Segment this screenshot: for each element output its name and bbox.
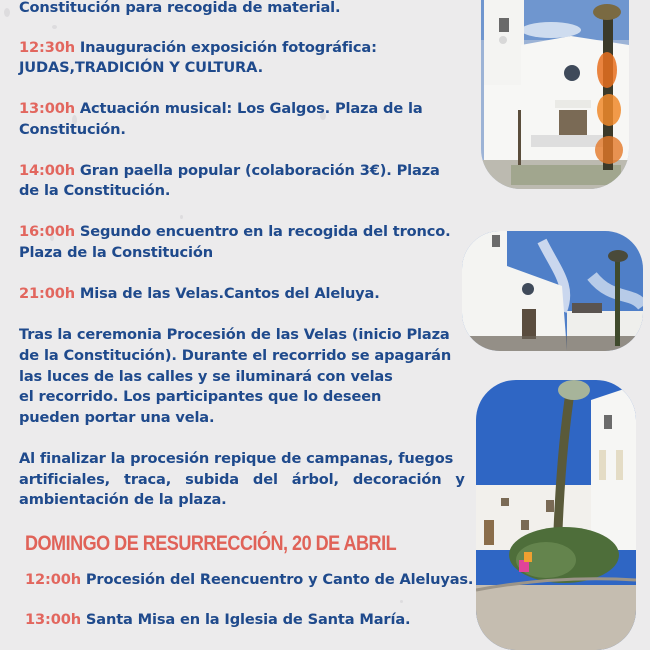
program-line <box>19 0 340 18</box>
procession-paragraph-line: las luces de las calles y se iluminará con velas <box>19 368 393 385</box>
plaza-photo-3 <box>476 380 636 650</box>
church-plaza-image <box>462 231 643 351</box>
event-time: 12:00h <box>25 571 81 588</box>
procession-paragraph-line: el recorrido. Los participantes que lo deseen <box>19 388 382 405</box>
program-line <box>19 120 126 140</box>
event-text: Plaza de la Constitución <box>19 244 213 261</box>
event-text: Gran paella popular (colaboración 3€). Plaza <box>79 162 440 179</box>
program-line <box>19 243 213 263</box>
procession-paragraph-line: de la Constitución). Durante el recorrido se apagarán <box>19 347 452 364</box>
church-burning-palm-image <box>481 0 629 189</box>
speckle <box>180 215 183 219</box>
sunday-heading: DOMINGO DE RESURRECCIÓN, 20 DE ABRIL <box>25 532 397 555</box>
closing-paragraph-line: ambientación de la plaza. <box>19 491 227 508</box>
event-text: Procesión del Reencuentro y Canto de Aleluyas. <box>85 571 474 588</box>
event-time: 16:00h <box>19 223 75 240</box>
program-item-1600 <box>19 222 451 242</box>
program-item-1400 <box>19 161 440 181</box>
closing-paragraph-line: artificiales, traca, subida del árbol, decoración y <box>19 471 465 488</box>
event-text: Inauguración exposición fotográfica: <box>79 39 377 56</box>
program-line <box>19 58 263 78</box>
church-photo-1 <box>481 0 629 189</box>
event-text: de la Constitución. <box>19 182 171 199</box>
plaza-tree-image <box>476 380 636 650</box>
event-text: Misa de las Velas.Cantos del Aleluya. <box>79 285 380 302</box>
event-text: JUDAS,TRADICIÓN Y CULTURA. <box>19 59 263 76</box>
procession-paragraph-line: pueden portar una vela. <box>19 409 215 426</box>
event-time: 12:30h <box>19 39 75 56</box>
sunday-item-1200 <box>25 570 473 590</box>
sunday-item-1300 <box>25 610 410 630</box>
event-text: Constitución. <box>19 121 126 138</box>
event-text: Santa Misa en la Iglesia de Santa María. <box>85 611 411 628</box>
program-item-2100 <box>19 284 380 304</box>
procession-paragraph-line: Tras la ceremonia Procesión de las Velas (inicio Plaza <box>19 326 450 343</box>
event-text: Actuación musical: Los Galgos. Plaza de la <box>79 100 423 117</box>
event-text: Constitución para recogida de material. <box>19 0 341 16</box>
event-time: 13:00h <box>19 100 75 117</box>
program-line <box>19 181 170 201</box>
event-time: 13:00h <box>25 611 81 628</box>
event-time: 14:00h <box>19 162 75 179</box>
closing-paragraph-line: Al finalizar la procesión repique de campanas, fuegos <box>19 450 454 467</box>
program-item-1230 <box>19 38 377 58</box>
speckle <box>400 600 403 603</box>
event-time: 21:00h <box>19 285 75 302</box>
church-photo-2 <box>462 231 643 351</box>
speckle <box>4 8 10 17</box>
event-text: Segundo encuentro en la recogida del tronco. <box>79 223 451 240</box>
program-item-1300 <box>19 99 423 119</box>
speckle <box>52 25 57 29</box>
